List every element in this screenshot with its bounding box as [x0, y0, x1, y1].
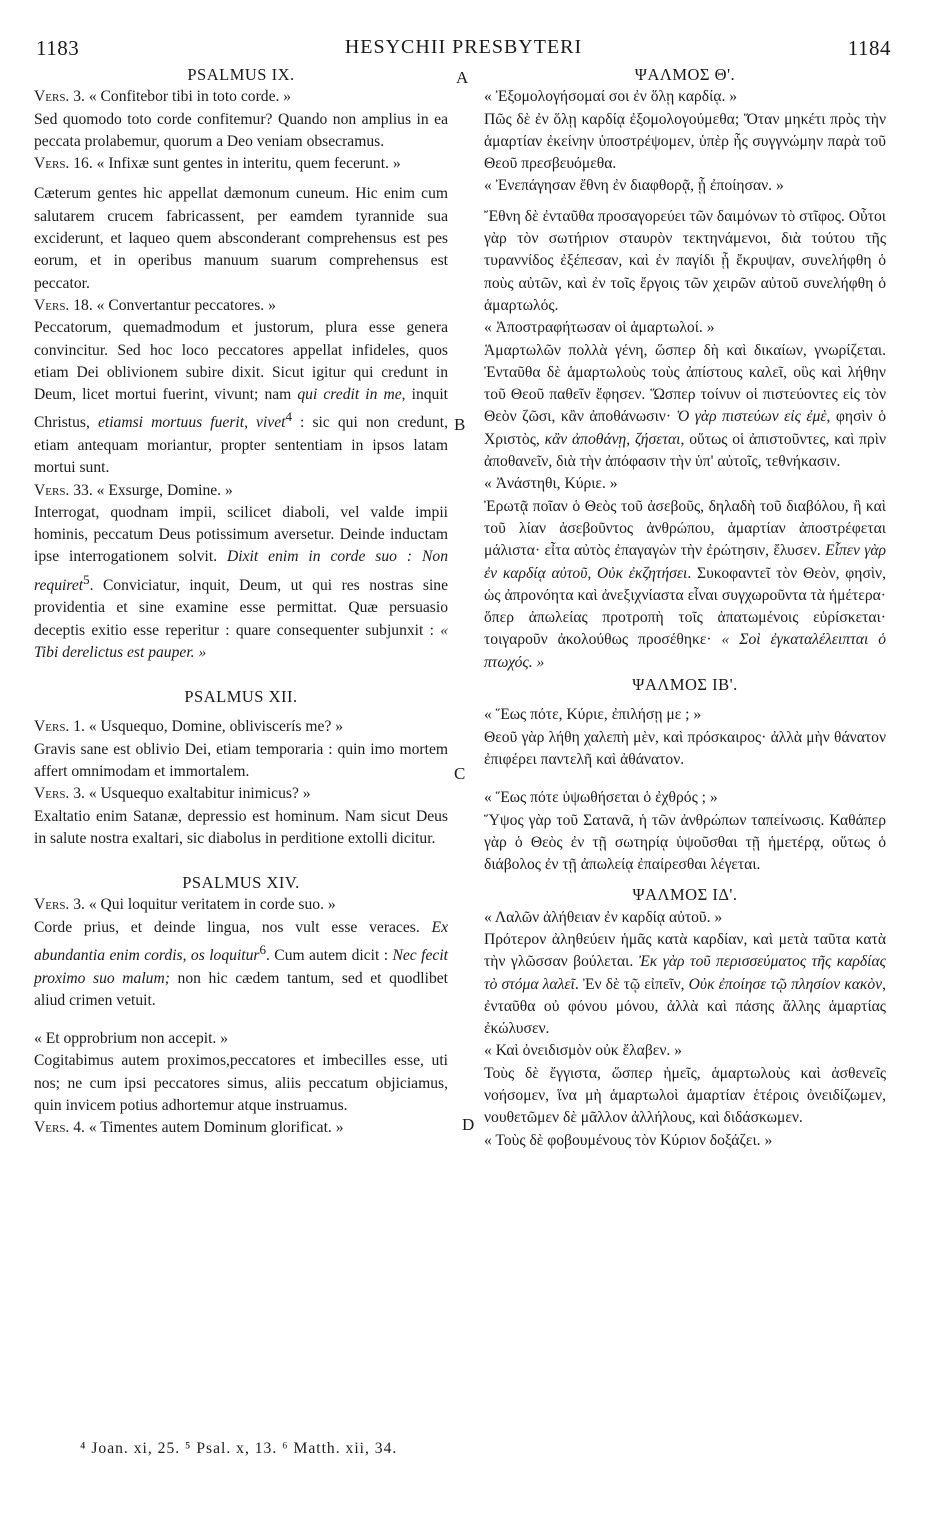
running-title: HESYCHII PRESBYTERI [344, 36, 583, 58]
verse-quote: « Timentes autem Dominum glorificat. » [84, 1119, 344, 1137]
commentary-paragraph: Cogitabimus autem proximos,peccatores et imbecilles esse, uti nos; ne cum ipsi peccatores simus, aliis peccatum objiciamus, quin invicem potius adhortemur atque instruamus. [34, 1052, 448, 1115]
margin-marker-b: B [454, 415, 466, 434]
verse-quote: « Usquequo exaltabitur inimicus? » [84, 785, 311, 803]
text-run: non hic cædem tantum, sed et quodlibet aliud crimen vetuit. [34, 969, 448, 1009]
commentary-paragraph [484, 496, 886, 674]
verse-label: Vers. 18. [34, 296, 93, 314]
verse-quote: « Ἐξομολογήσομαί σοι ἐν ὅλῃ καρδίᾳ. » [484, 88, 738, 106]
latin-column [34, 64, 448, 1140]
commentary-paragraph: Cæterum gentes hic appellat dæmonum cuneum. Hic enim cum salutarem crucem fabricassent, per eamdem tyrannide sua exciderunt, et laqueo quem absconderant comprehensus est pes eorum, et in operibus manuum suarum comprehensus est peccator. [34, 185, 448, 292]
scripture-citation: κἂν ἀποθάνῃ, ζήσεται [544, 430, 681, 448]
text-run: . Conviciatur, inquit, Deum, ut qui res nostras sine providentia et sine examine esse permittat. Quæ persuasio deceptis exitio esse reperitur : quare consequenter subjunxit : [34, 576, 448, 639]
verse-quote: « Ἀποστραφήτωσαν οἱ ἁμαρτωλοί. » [484, 319, 715, 337]
text-run: Πρότερον ἀληθεύειν ἡμᾶς κατὰ καρδίαν, καὶ μετὰ ταῦτα κατὰ τὴν γλῶσσαν βούλεται. [484, 930, 886, 971]
text-run: . Συκοφαντεῖ τὸν Θεὸν, φησὶν, ὡς ἀπρονόητα καὶ ἀνεξιχνίαστα εἶναι συγχωροῦντα τὰ ἡμέτερα· ὅπερ ἀπωλείας προτροπὴ τοῖς ἀπατωμένοις εὑρίσκεται· τοιγαροῦν ἀκολούθως προσέθηκε· [484, 564, 886, 649]
scripture-citation: Nec fecit proximo suo malum; [34, 947, 448, 987]
margin-marker-d: D [462, 1115, 475, 1134]
commentary-paragraph: Gravis sane est oblivio Dei, etiam temporaria : quin imo mortem affert omnimodam et immortalem. [34, 740, 448, 780]
verse-quote: « Usquequo, Domine, obliviscerís me? » [84, 718, 344, 736]
scripture-citation: Εἶπεν γὰρ ἐν καρδίᾳ αὐτοῦ, Οὐκ ἐκζητήσει [484, 542, 887, 582]
verse-line [34, 894, 448, 916]
verse-line [34, 153, 448, 175]
verse-quote: « Confitebor tibi in toto corde. » [84, 88, 292, 106]
text-run: Ἐρωτᾷ ποῖαν ὁ Θεὸς τοῦ ἀσεβοῦς, δηλαδὴ τοῦ διαβόλου, ἢ καὶ τοῦ λίαν ἀσεβοῦντος ἀνθρώπου, ἁμαρτίαν ἀποστρέφεται μάλιστα· εἶτα αὐτὸς ἐπαγαγὼν τὴν ἐρώτησιν, ἔλυσεν. [484, 497, 886, 560]
commentary-paragraph: Ἔθνη δὲ ἐνταῦθα προσαγορεύει τῶν δαιμόνων τὸ στῖφος. Οὗτοι γὰρ τὸν σωτήριον σταυρὸν τεκτηνάμενοι, διὰ τούτου τῆς τυραννίδος ἐξέπεσαν, καὶ ἐν παγίδι ᾗ ἔκρυψαν, συνελήφθη ὁ ποὺς αὐτῶν, καὶ ἐν τοῖς ἔργοις τῶν χειρῶν αὐτοῦ συνελήφθη ὁ ἁμαρτωλός. [484, 207, 886, 314]
scripture-citation: Dixit enim in corde suo : Non requiret [34, 548, 448, 594]
footnotes: ⁴ Joan. xi, 25. ⁵ Psal. x, 13. ⁶ Matth. xii, 34. [80, 1440, 398, 1457]
commentary-paragraph [34, 317, 448, 479]
footnote-ref: 6 [259, 942, 266, 958]
commentary-paragraph: Sed quomodo toto corde confitemur? Quando non amplius in ea peccata prolabemur, quorum a Deo veniam obsecramus. [34, 110, 448, 150]
verse-label: Vers. 3. [34, 896, 85, 914]
text-run: , φησὶν ὁ Χριστὸς, [484, 408, 886, 448]
text-run: . Ἐν δὲ τῷ εἰπεῖν, [574, 975, 689, 993]
scripture-citation: « Σοὶ ἐγκαταλέλειπται ὁ πτωχός. » [484, 631, 887, 671]
scripture-citation: Ὁ γὰρ πιστεύων εἰς ἐμὲ [676, 408, 827, 426]
verse-label: Vers. 3. [34, 785, 85, 803]
verse-line [34, 1117, 448, 1139]
verse-quote: « Convertantur peccatores. » [92, 296, 276, 314]
text-run: , inquit Christus, [34, 386, 449, 432]
verse-quote: « Λαλῶν ἀλήθειαν ἐν καρδίᾳ αὐτοῦ. » [484, 908, 723, 926]
psalm-heading: ΨΑΛΜΟΣ ΙΔ'. [632, 885, 738, 905]
text-run: : sic qui non credunt, etiam antequam moriantur, propter sententiam in ipsos latam mortui sunt. [34, 414, 448, 477]
verse-quote: « Qui loquitur veritatem in corde suo. » [84, 896, 336, 914]
commentary-paragraph [34, 917, 448, 1012]
commentary-paragraph: Τοὺς δὲ ἔγγιστα, ὥσπερ ἡμεῖς, ἁμαρτωλοὺς καὶ ἀσθενεῖς νοήσομεν, ἵνα μὴ ἁμαρτωλοὶ ἁμαρτίαν ἑτέροις ὀνειδίζωμεν, νουθετῶμεν δὲ μᾶλλον ἀλλήλους, καὶ διδάσκωμεν. [484, 1064, 886, 1127]
verse-quote: « Ἕως πότε ὑψωθήσεται ὁ ἐχθρός ; » [484, 789, 718, 807]
verse-quote: « Exsurge, Domine. » [92, 481, 233, 499]
text-run: , ἐνταῦθα οὐ φόνου μόνου, ἀλλὰ καὶ πάσης ἄλλης ἁμαρτίας ἐκώλυσεν. [484, 975, 887, 1038]
verse-label: Vers. 1. [34, 718, 85, 736]
scripture-citation: Οὐκ ἐποίησε τῷ πλησίον κακὸν [688, 975, 883, 993]
margin-marker-a: A [456, 68, 469, 87]
footnote-ref: 4 [285, 409, 292, 425]
verse-line [34, 783, 448, 805]
text-run: , οὕτως οἱ ἀπιστοῦντες, καὶ πρὶν ἀποθανεῖν, διὰ τὴν ἀπόφασιν τὴν ὑπ' αὐτοῖς, τεθνήκασιν. [484, 430, 886, 471]
verse-line [34, 295, 448, 317]
commentary-paragraph [484, 929, 886, 1040]
verse-quote: « Ἀνάστηθι, Κύριε. » [484, 475, 618, 493]
text-run: Corde prius, et deinde lingua, nos vult esse veraces. [34, 918, 432, 936]
greek-column [484, 64, 886, 1152]
verse-line [34, 86, 448, 108]
commentary-paragraph: Θεοῦ γὰρ λήθη χαλεπὴ μὲν, καὶ πρόσκαιρος· ἀλλὰ μὴν θάνατον ἐπιφέρει παντελῆ καὶ ἀθάνατον. [484, 728, 886, 768]
psalm-heading: PSALMUS IX. [187, 65, 295, 84]
text-run: Interrogat, quodnam impii, scilicet diaboli, vel valde impii hominis, peccatum Deus potissimum aversetur. Deinde inductam ipse interrogationem solvit. [34, 503, 448, 566]
verse-quote: « Ἕως πότε, Κύριε, ἐπιλήσῃ με ; » [484, 706, 702, 724]
verse-quote: « Ἐνεπάγησαν ἔθνη ἐν διαφθορᾷ, ᾗ ἐποίησαν. » [484, 177, 784, 195]
psalm-heading: ΨΑΛΜΟΣ ΙΒ'. [632, 675, 738, 695]
commentary-paragraph: Ὕψος γὰρ τοῦ Σατανᾶ, ἡ τῶν ἀνθρώπων ταπείνωσις. Καθάπερ γὰρ ὁ Θεὸς ἐν τῇ σωτηρίᾳ ὑψοῦσθαι τῇ ἡμετέρᾳ, οὕτως ὁ διάβολος ἐν τῇ ἀπωλείᾳ ἐπαίρεσθαι λέγεται. [484, 811, 886, 874]
scripture-citation: qui credit in me [297, 386, 402, 404]
verse-label: Vers. 4. [34, 1119, 85, 1137]
psalm-heading: PSALMUS XII. [184, 687, 298, 707]
verse-quote: « Infixæ sunt gentes in interitu, quem fecerunt. » [92, 155, 401, 173]
margin-marker-c: C [454, 764, 466, 783]
page-number-left: 1183 [36, 36, 80, 60]
scripture-citation: etiamsi mortuus fuerit, vivet [97, 414, 286, 432]
scripture-citation: Ex abundantia enim cordis, os loquitur [34, 918, 448, 965]
commentary-paragraph: Exaltatio enim Satanæ, depressio est hominum. Nam sicut Deus in salute nostra exaltari, sic diabolus in perditione extolli dicitur. [34, 807, 448, 847]
verse-line [34, 716, 448, 738]
scripture-citation: « Tibi derelictus est pauper. » [34, 621, 448, 661]
commentary-paragraph [484, 340, 886, 474]
verse-label: Vers. 33. [34, 481, 93, 499]
commentary-paragraph: Πῶς δὲ ἐν ὅλῃ καρδίᾳ ἐξομολογούμεθα; Ὅταν μηκέτι πρὸς τὴν ἁμαρτίαν ἐκείνην ὑποστρέψομεν, ὑπὲρ ἧς συγγνώμην παρὰ τοῦ Θεοῦ πρεσβευόμεθα. [484, 110, 886, 173]
scripture-citation: Ἐκ γὰρ τοῦ περισσεύματος τῆς καρδίας τὸ στόμα λαλεῖ [484, 953, 886, 993]
page-number-right: 1184 [847, 36, 891, 60]
text-run: . Cum autem dicit : [265, 947, 393, 965]
text-run: Peccatorum, quemadmodum et justorum, plura esse genera convincitur. Sed hoc loco peccatores appellat infideles, quos etiam Dei oblivionem subire dixit. Sicut igitur qui credunt in Deum, licet mortui fuerint, vivunt; nam [34, 319, 448, 404]
verse-label: Vers. 16. [34, 155, 93, 173]
text-run: Ἁμαρτωλῶν πολλὰ γένη, ὥσπερ δὴ καὶ δικαίων, γνωρίζεται. Ἐνταῦθα δὲ ἁμαρτωλοὺς τοὺς ἀπίστους καλεῖ, οὓς καὶ λήθην τοῦ Θεοῦ παθεῖν ἔφησεν. Ὥσπερ τοίνυν οἱ πιστεύοντες εἰς τὸν Θεὸν ζῶσι, κἂν ἀποθάνωσιν· [484, 341, 886, 426]
verse-label: Vers. 3. [34, 88, 85, 106]
verse-quote: « Et opprobrium non accepit. » [34, 1030, 229, 1048]
verse-quote: « Τοὺς δὲ φοβουμένους τὸν Κύριον δοξάζει. » [484, 1131, 773, 1149]
psalm-heading: PSALMUS XIV. [182, 873, 300, 893]
psalm-heading: ΨΑΛΜΟΣ Θ'. [634, 65, 736, 84]
commentary-paragraph [34, 502, 448, 664]
footnote-ref: 5 [83, 571, 90, 587]
verse-line [34, 480, 448, 502]
verse-quote: « Καὶ ὀνειδισμὸν οὐκ ἔλαβεν. » [484, 1042, 682, 1060]
